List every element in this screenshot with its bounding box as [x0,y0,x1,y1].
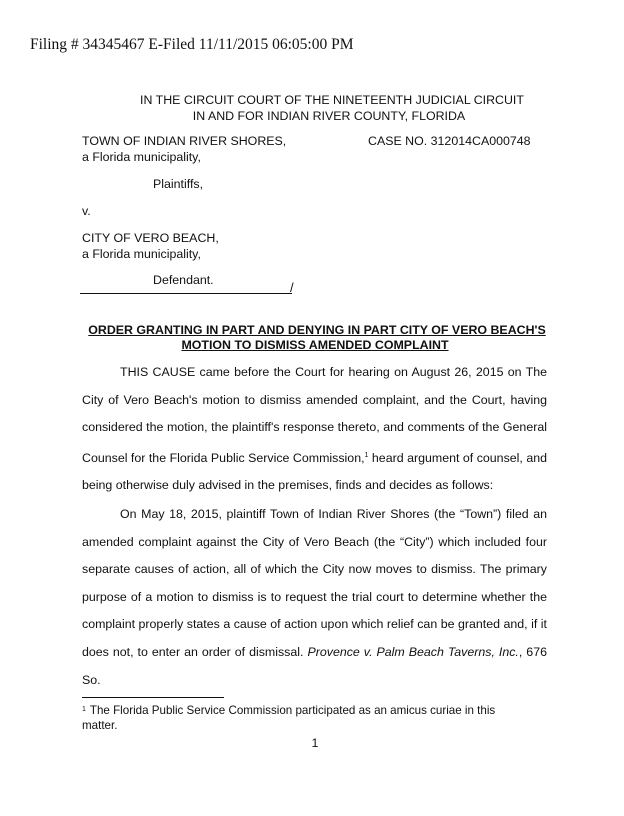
order-body [82,359,547,694]
paragraph-1-text: THIS CAUSE came before the Court for hearing on August 26, 2015 on The City of Vero Beach's motion to dismiss amended complaint, and the Court, having considered the motion, the plaintiff's response thereto, and comments of the General Counsel for the Florida Public Service Commission, [82,365,547,465]
footnote [82,702,522,733]
paragraph-2-text: On May 18, 2015, plaintiff Town of Indian River Shores (the “Town”) filed an amended complaint against the City of Vero Beach (the “City”) which included four separate causes of action, all of which the City now moves to dismiss. The primary purpose of a motion to dismiss is to request the trial court to determine whether the complaint properly states a cause of action upon which relief can be granted and, if it does not, to enter an order of dismissal. [82,506,547,659]
court-heading-line1: IN THE CIRCUIT COURT OF THE NINETEENTH JUDICIAL CIRCUIT [140,93,524,107]
paragraph-2 [82,501,547,694]
footnote-rule [82,697,224,698]
versus: v. [82,204,91,218]
paragraph-1-rest: heard argument of counsel, and being otherwise duly advised in the premises, finds and decides as follows: [82,450,547,493]
page-number: 1 [311,736,319,750]
defendant-role: Defendant. [153,273,214,287]
court-heading [0,92,624,124]
plaintiff-role: Plaintiffs, [153,177,204,191]
order-title-line2: MOTION TO DISMISS AMENDED COMPLAINT [181,338,449,352]
footnote-text: The Florida Public Service Commission participated as an amicus curiae in this matter. [82,704,496,732]
defendant-name: CITY OF VERO BEACH, [82,231,219,245]
court-heading-line2: IN AND FOR INDIAN RIVER COUNTY, FLORIDA [192,109,466,123]
footnote-reference: 1 [364,451,369,459]
plaintiff-description: a Florida municipality, [82,150,201,164]
caption-slash: / [290,280,294,295]
order-title-line1: ORDER GRANTING IN PART AND DENYING IN PART CITY OF VERO BEACH'S [88,323,546,337]
paragraph-1 [82,359,547,500]
order-title [0,323,624,353]
footnote-mark: 1 [82,706,86,713]
plaintiff-name: TOWN OF INDIAN RIVER SHORES, [82,134,287,148]
filing-stamp: Filing # 34345467 E-Filed 11/11/2015 06:05:00 PM [30,36,354,53]
defendant-description: a Florida municipality, [82,247,201,261]
case-number: CASE NO. 312014CA000748 [368,134,531,148]
caption-rule [80,293,292,294]
citation-reporter: , 676 So. [82,644,547,687]
case-citation: Provence v. Palm Beach Taverns, Inc. [307,644,519,659]
